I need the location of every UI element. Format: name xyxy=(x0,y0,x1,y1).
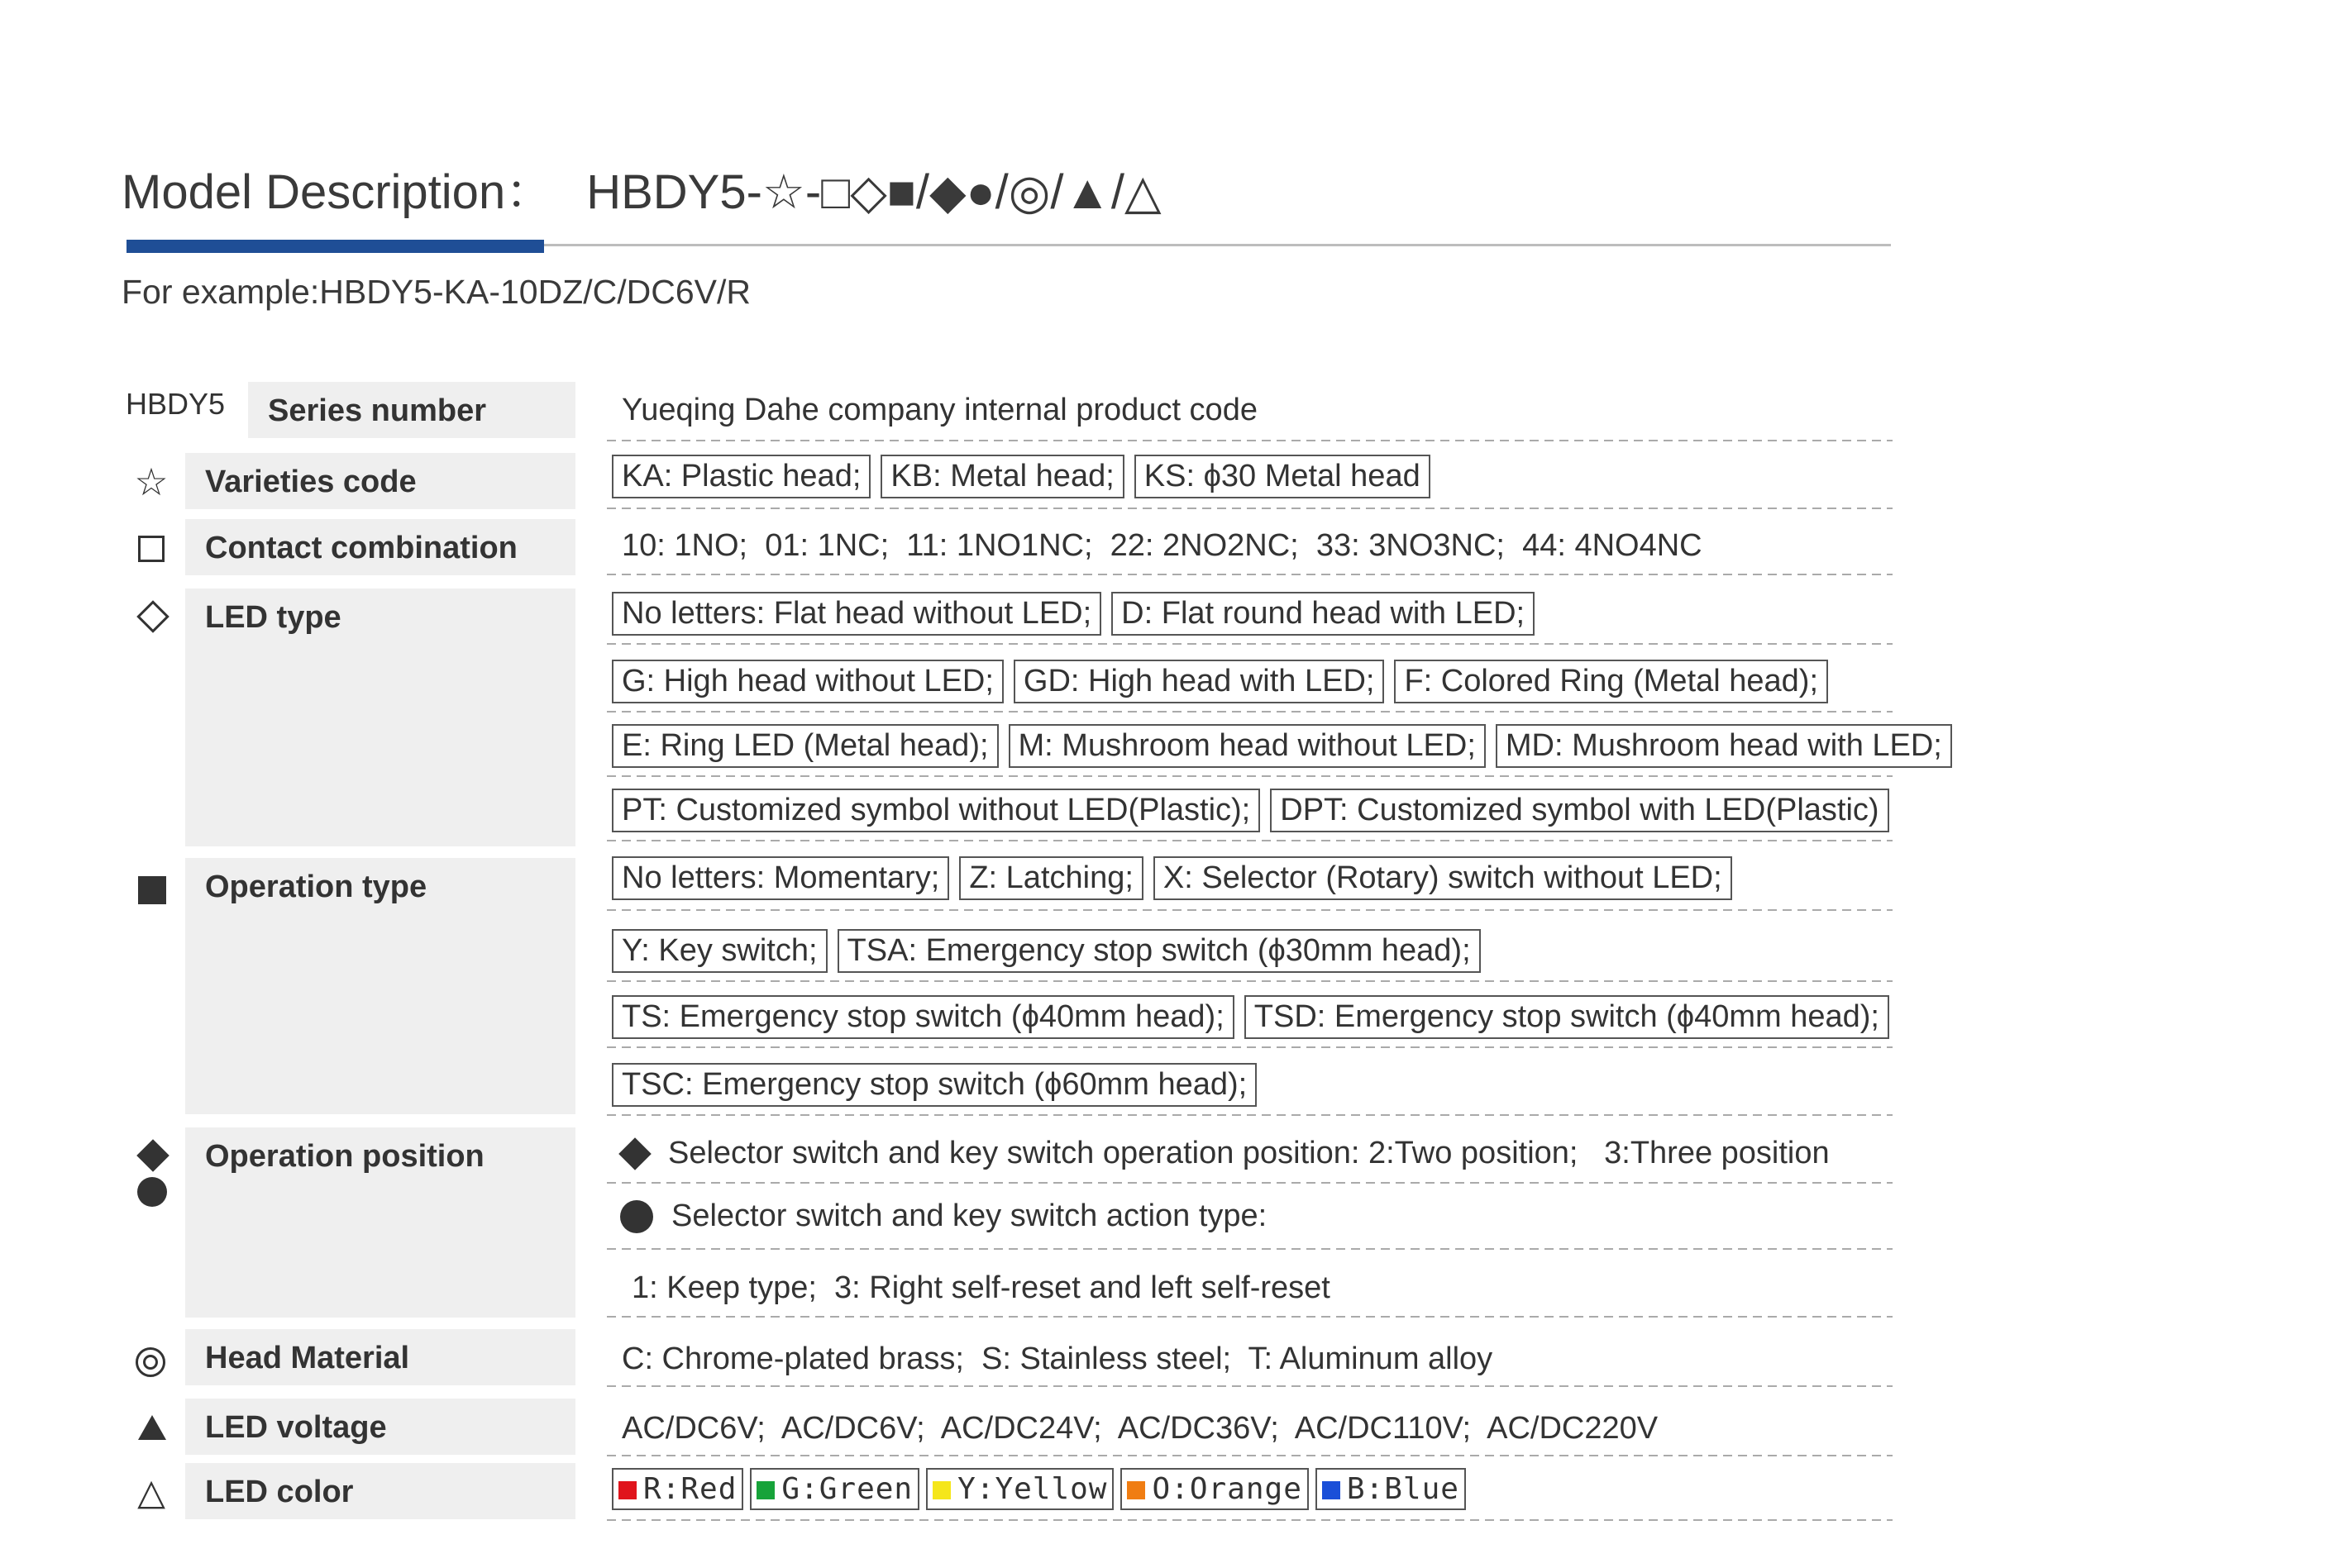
operation-type-item: TSC: Emergency stop switch (ϕ60mm head); xyxy=(612,1063,1257,1107)
red-swatch-icon xyxy=(618,1481,637,1499)
operation-position-line: Selector switch and key switch operation position: 2:Two position; 3:Three position xyxy=(612,1136,1830,1171)
diamond-filled-icon xyxy=(136,1139,169,1172)
variety-item: KB: Metal head; xyxy=(881,455,1124,498)
title-accent-bar xyxy=(127,240,544,253)
led-type-item: MD: Mushroom head with LED; xyxy=(1496,724,1952,768)
led-color-item: O:Orange xyxy=(1120,1468,1308,1510)
contact-line: 10: 1NO; 01: 1NC; 11: 1NO1NC; 22: 2NO2NC; 33: 3NO3NC; 44: 4NO4NC xyxy=(622,528,1702,563)
led-type-item: PT: Customized symbol without LED(Plastic); xyxy=(612,789,1260,832)
row-divider xyxy=(607,1248,1893,1250)
triangle-outline-icon: △ xyxy=(137,1471,165,1513)
led-type-item: No letters: Flat head without LED; xyxy=(612,592,1101,636)
double-circle-icon xyxy=(136,1347,165,1377)
series-line: Yueqing Dahe company internal product code xyxy=(622,393,1258,427)
triangle-filled-icon xyxy=(138,1415,166,1440)
contact-label: Contact combination xyxy=(185,519,575,575)
row-divider xyxy=(607,574,1893,575)
model-code: HBDY5-☆-□◇■/◆●/◎/▲/△ xyxy=(586,165,1162,219)
led-type-item: M: Mushroom head without LED; xyxy=(1009,724,1486,768)
led-type-row xyxy=(612,592,1535,636)
operation-type-item: TSD: Emergency stop switch (ϕ40mm head); xyxy=(1244,995,1889,1039)
row-divider xyxy=(607,980,1893,982)
variety-item: KA: Plastic head; xyxy=(612,455,871,498)
operation-type-item: Z: Latching; xyxy=(959,856,1143,900)
circle-bullet-icon xyxy=(620,1200,653,1233)
led-type-item: DPT: Customized symbol with LED(Plastic) xyxy=(1270,789,1888,832)
diamond-outline-icon xyxy=(136,600,169,633)
led-type-item: E: Ring LED (Metal head); xyxy=(612,724,999,768)
row-divider xyxy=(607,508,1893,509)
diamond-bullet-icon xyxy=(618,1137,652,1170)
row-divider xyxy=(607,1519,1893,1521)
operation-type-item: TSA: Emergency stop switch (ϕ30mm head); xyxy=(838,929,1481,973)
series-prefix: HBDY5 xyxy=(126,387,226,421)
row-divider xyxy=(607,440,1893,441)
led-voltage-label: LED voltage xyxy=(185,1399,575,1455)
star-outline-icon: ☆ xyxy=(134,460,169,503)
page-title xyxy=(122,153,1162,222)
row-divider xyxy=(607,1046,1893,1048)
led-color-line xyxy=(612,1468,1466,1510)
operation-type-row xyxy=(612,929,1481,973)
operation-type-item: No letters: Momentary; xyxy=(612,856,949,900)
varieties-line xyxy=(612,455,1430,498)
led-color-item: G:Green xyxy=(750,1468,919,1510)
title-label: Model Description： xyxy=(122,165,554,219)
row-divider xyxy=(607,1316,1893,1318)
led-type-item: G: High head without LED; xyxy=(612,660,1004,703)
row-divider xyxy=(607,711,1893,713)
operation-type-item: TS: Emergency stop switch (ϕ40mm head); xyxy=(612,995,1234,1039)
led-type-label: LED type xyxy=(185,589,575,846)
operation-type-item: Y: Key switch; xyxy=(612,929,828,973)
row-divider xyxy=(607,1114,1893,1116)
led-type-item: GD: High head with LED; xyxy=(1014,660,1385,703)
row-divider xyxy=(607,840,1893,841)
operation-position-label: Operation position xyxy=(185,1127,575,1318)
operation-position-line: Selector switch and key switch action type: xyxy=(612,1199,1267,1234)
variety-item: KS: ϕ30 Metal head xyxy=(1134,455,1430,498)
row-divider xyxy=(607,1385,1893,1387)
row-divider xyxy=(607,1182,1893,1184)
operation-type-row xyxy=(612,995,1889,1039)
square-outline-icon xyxy=(138,536,165,562)
operation-position-line: 1: Keep type; 3: Right self-reset and left self-reset xyxy=(632,1270,1330,1305)
operation-type-item: X: Selector (Rotary) switch without LED; xyxy=(1153,856,1732,900)
square-filled-icon xyxy=(138,876,166,904)
led-type-row xyxy=(612,724,1952,768)
head-material-label: Head Material xyxy=(185,1329,575,1385)
yellow-swatch-icon xyxy=(933,1481,951,1499)
led-color-item: Y:Yellow xyxy=(926,1468,1114,1510)
row-divider xyxy=(607,909,1893,911)
head-material-line: C: Chrome-plated brass; S: Stainless steel; T: Aluminum alloy xyxy=(622,1342,1493,1376)
operation-type-row xyxy=(612,1063,1257,1107)
led-color-item: B:Blue xyxy=(1315,1468,1466,1510)
led-type-row xyxy=(612,660,1828,703)
operation-type-row xyxy=(612,856,1732,900)
circle-filled-icon xyxy=(137,1177,167,1207)
led-type-item: F: Colored Ring (Metal head); xyxy=(1394,660,1828,703)
green-swatch-icon xyxy=(757,1481,775,1499)
row-divider xyxy=(607,643,1893,645)
operation-type-label: Operation type xyxy=(185,858,575,1114)
led-color-label: LED color xyxy=(185,1463,575,1519)
row-divider xyxy=(607,1455,1893,1456)
led-type-row xyxy=(612,789,1889,832)
led-color-item: R:Red xyxy=(612,1468,743,1510)
orange-swatch-icon xyxy=(1127,1481,1145,1499)
example-text: For example:HBDY5-KA-10DZ/C/DC6V/R xyxy=(122,273,751,311)
varieties-label: Varieties code xyxy=(185,453,575,509)
series-label: Series number xyxy=(248,382,575,438)
led-type-item: D: Flat round head with LED; xyxy=(1111,592,1535,636)
led-voltage-line: AC/DC6V; AC/DC6V; AC/DC24V; AC/DC36V; AC/DC110V; AC/DC220V xyxy=(622,1411,1659,1446)
row-divider xyxy=(607,775,1893,777)
blue-swatch-icon xyxy=(1322,1481,1340,1499)
